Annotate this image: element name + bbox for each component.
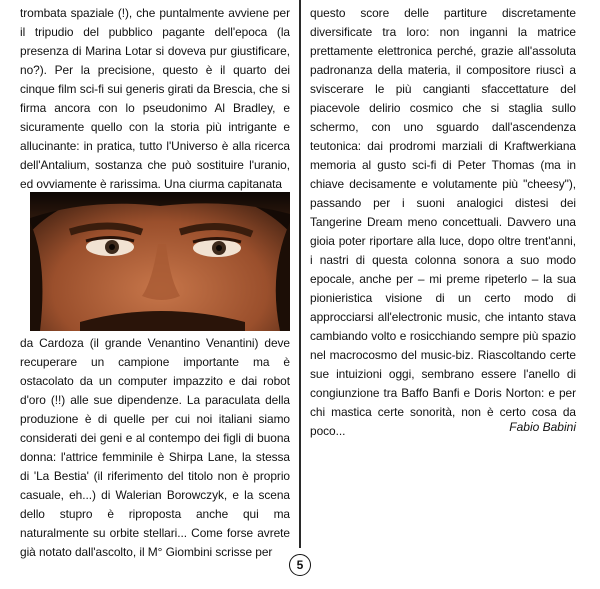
right-column [310, 4, 576, 441]
left-column-text-top: trombata spaziale (!), che puntalmente avviene per il tripudio del pubblico pagante dell'epoca (la presenza di Marina Lotar si doveva pur giustificare, no?). Per la precisione, questo è il quarto dei cinque film sci-fi sui generis girati da Brescia, che si firma ancora con lo pseudonimo Al Bradley, e sicuramente quello con la storia più intrigante e allucinante: in pratica, tutto l'Universo è alla ricerca dell'Antalium, sostanza che può sostituire l'uranio, ed ovviamente è rarissima. Una ciurma capitanata [20, 6, 290, 191]
left-column [20, 4, 290, 559]
column-divider [299, 0, 301, 548]
film-still-photo [30, 192, 290, 331]
page-number: 5 [289, 554, 311, 576]
right-column-text: questo score delle partiture discretamente diversificate tra loro: non inganni la matrice prettamente elettronica perché, grazie all'assoluta padronanza della materia, il compositore riuscì a sviscerare le più cangianti sfaccettature del piacevole delirio cosmico che si staglia sullo schermo, con uno sguardo dall'ascendenza teutonica: dai prodromi marziali di Kraftwerkiana memoria al gusto sci-fi di Peter Thomas (ma in chiave decisamente e volutamente più "cheesy"), passando per i suoni analogici distesi dei Tangerine Dream meno concettuali. Davvero una gioia poter riportare alla luce, dopo oltre trent'anni, i nastri di questa colonna sonora a suo modo epocale, anche per – mi preme ripeterlo – la sua pionieristica visione di un certo modo di approcciarsi all'electronic music, che intanto stava cambiando volto e rosicchiando sempre più spazio nel macrocosmo del music-biz. Riascoltando certe sue intuizioni oggi, sembrano essere l'anello di congiunzione tra Baffo Banfi e Doris Norton: e per chi mastica certe sonorità, non è certo cosa da poco... [310, 6, 576, 438]
author-signature: Fabio Babini [509, 420, 576, 434]
face-closeup-illustration [30, 192, 290, 331]
left-column-text-bottom: da Cardoza (il grande Venantino Venantini) deve recuperare un campione importante ma è ostacolato da un computer impazzito e dai robot d'oro (!!) alle sue dipendenze. La paraculata della produzione è di quelle per cui noi italiani siamo considerati dei geni e al contempo dei figli di buona donna: l'attrice femminile è Shirpa Lane, la stessa di 'La Bestia' (il riferimento del titolo non è proprio casuale, eh...) di Walerian Borowczyk, e la scena dello stupro è riproposta anche qui ma naturalmente su orbite stellari... Come forse avrete già notato dall'ascolto, il M° Giombini scrisse per [20, 336, 290, 559]
